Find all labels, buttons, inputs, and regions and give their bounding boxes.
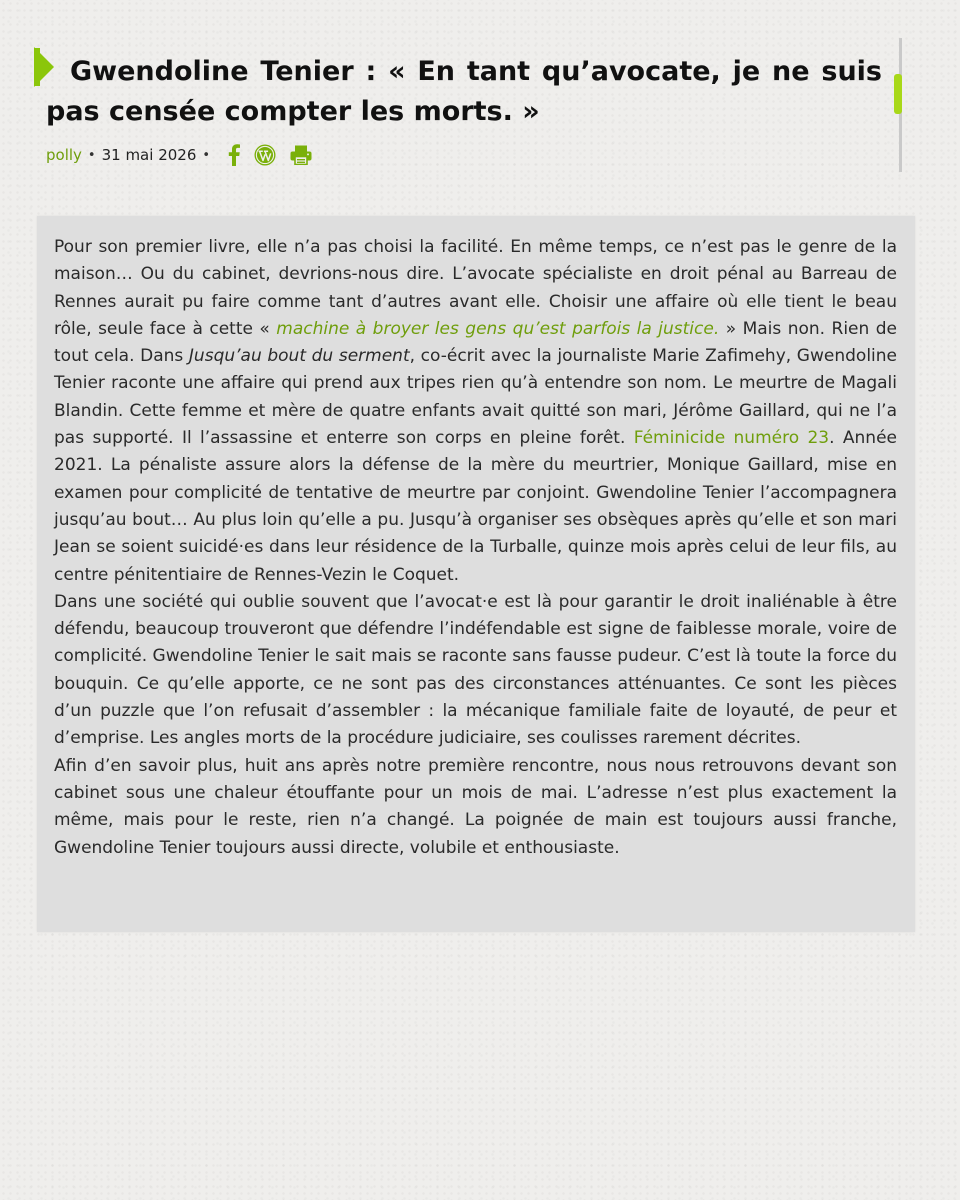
author-link[interactable]: polly xyxy=(46,146,82,164)
feminicide-link[interactable]: Féminicide numéro 23 xyxy=(633,428,830,449)
paragraph-text: Pour son premier livre, elle n’a pas choisi la facilité. En même temps, ce n’est pas le genre de la maison… Ou du cabinet, devrions-nous dire. L’avocate spécialiste en droit pénal au Barreau de Rennes aurait pu faire comme tant d’autres avant elle. Choisir une affaire où elle tient le beau rôle, seule face à cette « xyxy=(54,237,897,339)
highlighted-quote: machine à broyer les gens qu’est parfois la justice. xyxy=(276,318,720,339)
paragraph-text: . Année 2021. La pénaliste assure alors la défense de la mère du meurtrier, Monique Gaillard, mise en examen pour complicité de tentative de meurtre par conjoint. Gwendoline Tenier l’accompagnera jusqu’au bout… Au plus loin qu’elle a pu. Jusqu’à organiser ses obsèques après qu’elle et son mari Jean se soient suicidé·es dans leur résidence de la Turballe, quinze mois après celui de leur fils, au centre pénitentiaire de Rennes-Vezin le Coquet. xyxy=(54,428,897,585)
body-paragraph-3: Afin d’en savoir plus, huit ans après notre première rencontre, nous nous retrouvons devant son cabinet sous une chaleur étouffante pour un mois de mai. L’adresse n’est plus exactement la même, mais pour le reste, rien n’a changé. La poignée de main est toujours aussi franche, Gwendoline Tenier toujours aussi directe, volubile et enthousiaste. xyxy=(54,755,897,858)
scrollbar-thumb[interactable] xyxy=(894,74,902,114)
article-meta xyxy=(46,142,326,168)
body-paragraph-1 xyxy=(54,234,897,589)
meta-separator: • xyxy=(87,147,96,163)
share-icons xyxy=(228,144,326,166)
wordpress-icon[interactable] xyxy=(254,144,276,166)
publish-date: 31 mai 2026 xyxy=(101,146,197,164)
facebook-icon[interactable] xyxy=(228,144,240,166)
meta-separator: • xyxy=(202,147,211,163)
article-header xyxy=(0,0,960,200)
paragraph-text: , co-écrit avec la journaliste Marie Zafimehy, Gwendoline Tenier raconte une affaire qui prend aux tripes rien qu’à entendre son nom. Le meurtre de Magali Blandin. Cette femme et mère de quatre enfants avait quitté son mari, Jérôme Gaillard, qui ne l’a pas supporté. Il l’assassine et enterre son corps en pleine forêt. xyxy=(54,346,897,449)
book-title: Jusqu’au bout du serment xyxy=(188,346,410,367)
print-icon[interactable] xyxy=(290,145,312,165)
article-body xyxy=(37,216,915,932)
paragraph-text: » Mais non. Rien de tout cela. Dans xyxy=(54,318,897,367)
article-title: Gwendoline Tenier : « En tant qu’avocate, je ne suis pas censée compter les morts. » xyxy=(46,56,882,127)
body-paragraph-2: Dans une société qui oublie souvent que l’avocat·e est là pour garantir le droit inaliénable à être défendu, beaucoup trouveront que défendre l’indéfendable est signe de faiblesse morale, voire de complicité. Gwendoline Tenier le sait mais se raconte sans fausse pudeur. C’est là toute la force du bouquin. Ce qu’elle apporte, ce ne sont pas des circonstances atténuantes. Ce sont les pièces d’un puzzle que l’on refusait d’assembler : la mécanique familiale faite de loyauté, de peur et d’emprise. Les angles morts de la procédure judiciaire, ses coulisses rarement décrites. xyxy=(54,591,898,749)
